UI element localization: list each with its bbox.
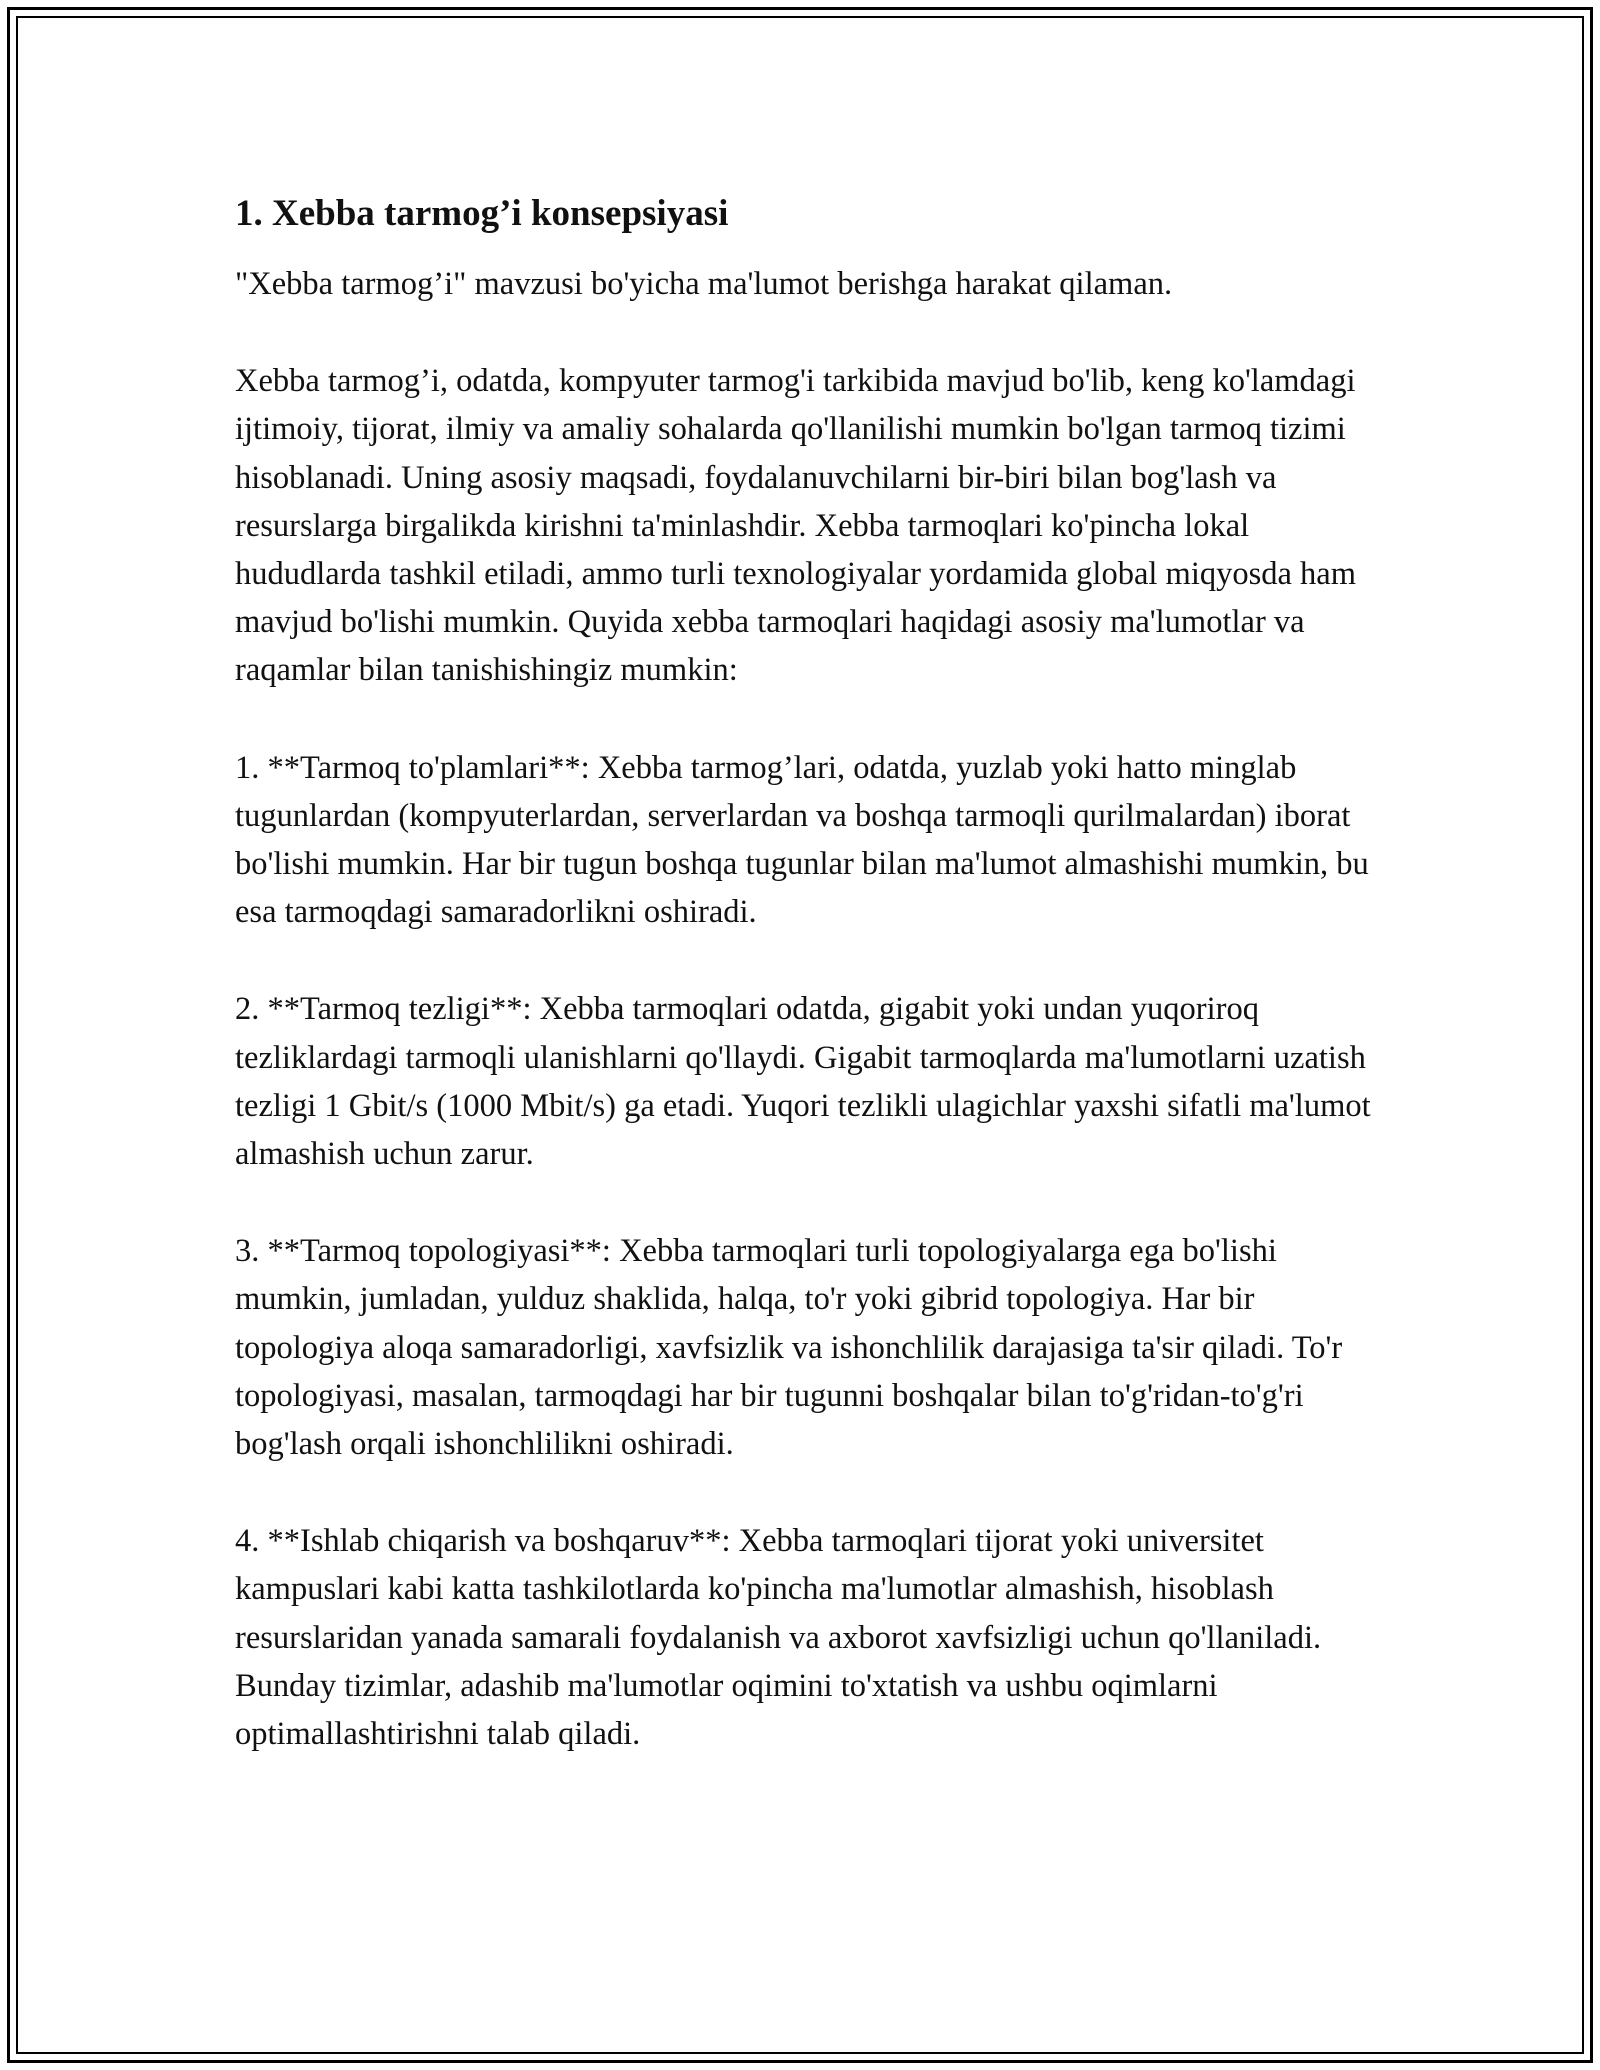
- intro-paragraph: "Xebba tarmog’i" mavzusi bo'yicha ma'lumot berishga harakat qilaman.: [235, 266, 1173, 302]
- list-item-network-nodes: 1. **Tarmoq to'plamlari**: Xebba tarmog’lari, odatda, yuzlab yoki hatto minglab tugunlardan (kompyuterlardan, serverlardan va boshqa tarmoqli qurilmalardan) iborat bo'lishi mumkin. Har bir tugun boshqa tugunlar bilan ma'lumot almashishi mumkin, bu esa tarmoqdagi samaradorlikni oshiradi.: [235, 749, 1369, 931]
- document-title: 1. Xebba tarmog’i konsepsiyasi: [235, 193, 729, 234]
- list-item-network-speed: 2. **Tarmoq tezligi**: Xebba tarmoqlari odatda, gigabit yoki undan yuqoriroq tezliklardagi tarmoqli ulanishlarni qo'llaydi. Gigabit tarmoqlarda ma'lumotlarni uzatish tezligi 1 Gbit/s (1000 Mbit/s) ga etadi. Yuqori tezlikli ulagichlar yaxshi sifatli ma'lumot almashish uchun zarur.: [235, 991, 1371, 1173]
- document-body: [235, 188, 1385, 1807]
- list-item-production-management: 4. **Ishlab chiqarish va boshqaruv**: Xebba tarmoqlari tijorat yoki universitet kampuslari kabi katta tashkilotlarda ko'pincha ma'lumotlar almashish, hisoblash resurslaridan yanada samarali foydalanish va axborot xavfsizligi uchun qo'llaniladi. Bunday tizimlar, adashib ma'lumotlar oqimini to'xtatish va ushbu oqimlarni optimallashtirishni talab qiladi.: [235, 1523, 1322, 1753]
- overview-paragraph: Xebba tarmog’i, odatda, kompyuter tarmog'i tarkibida mavjud bo'lib, keng ko'lamdagi ijtimoiy, tijorat, ilmiy va amaliy sohalarda qo'llanilishi mumkin bo'lgan tarmoq tizimi hisoblanadi. Uning asosiy maqsadi, foydalanuvchilarni bir-biri bilan bog'lash va resurslarga birgalikda kirishni ta'minlashdir. Xebba tarmoqlari ko'pincha lokal hududlarda tashkil etiladi, ammo turli texnologiyalar yordamida global miqyosda ham mavjud bo'lishi mumkin. Quyida xebba tarmoqlari haqidagi asosiy ma'lumotlar va raqamlar bilan tanishishingiz mumkin:: [235, 363, 1356, 689]
- list-item-network-topology: 3. **Tarmoq topologiyasi**: Xebba tarmoqlari turli topologiyalarga ega bo'lishi mumkin, jumladan, yulduz shaklida, halqa, to'r yoki gibrid topologiya. Har bir topologiya aloqa samaradorligi, xavfsizlik va ishonchlilik darajasiga ta'sir qiladi. To'r topologiyasi, masalan, tarmoqdagi har bir tugunni boshqalar bilan to'g'ridan-to'g'ri bog'lash orqali ishonchlilikni oshiradi.: [235, 1233, 1343, 1463]
